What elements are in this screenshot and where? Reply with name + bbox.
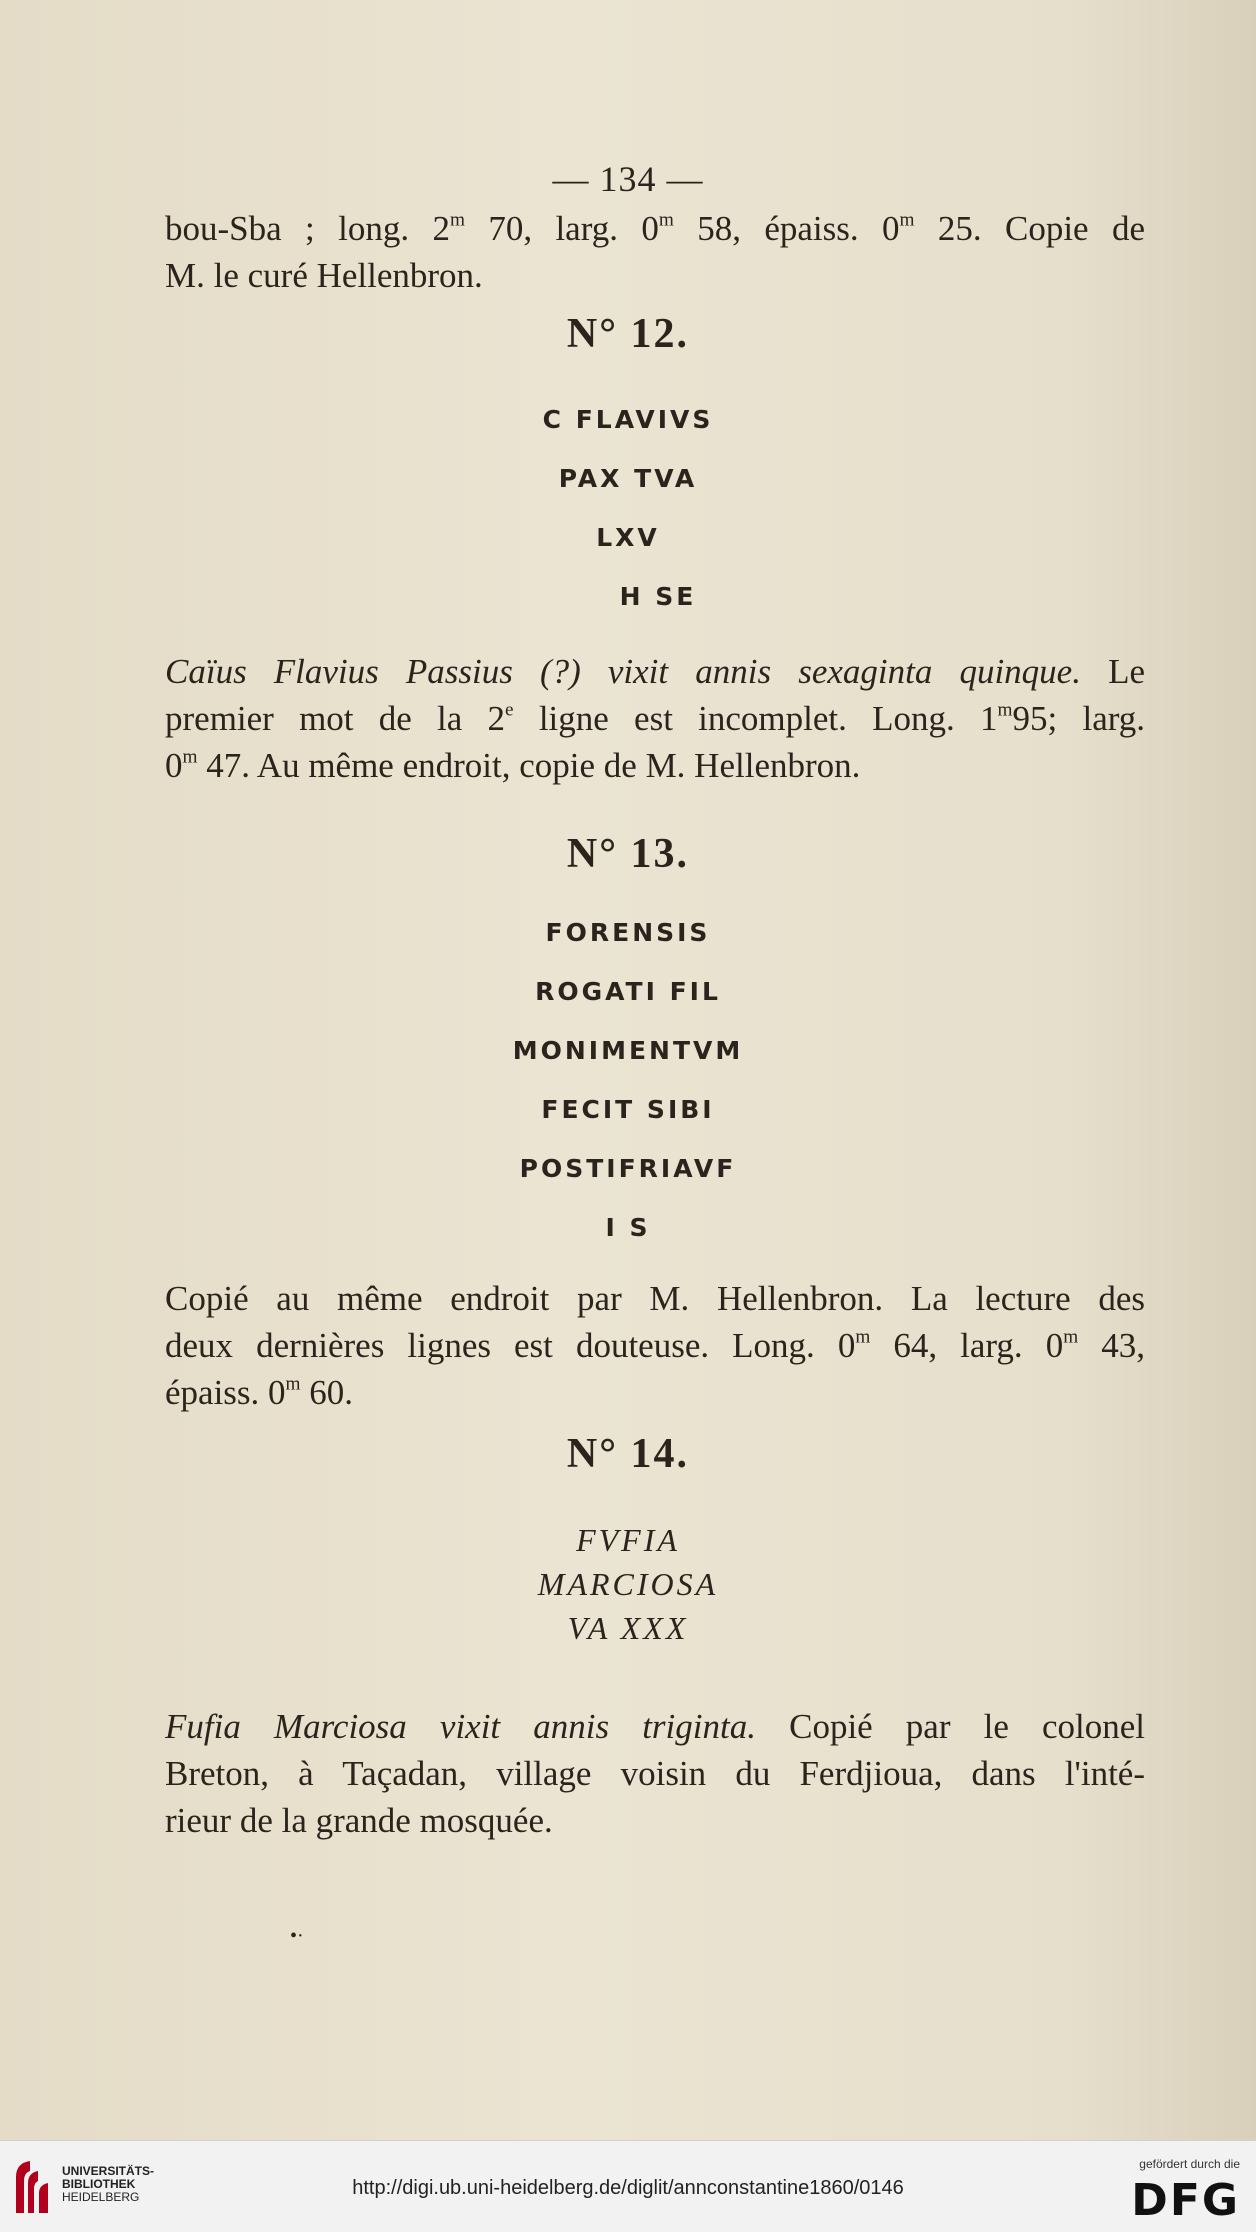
text-line: Fufia Marciosa vixit annis triginta. Copié par le colonel [165, 1707, 1145, 1746]
text-line: premier mot de la 2e ligne est incomplet. Long. 1$^m$95; larg. [165, 699, 1145, 738]
inscription-line: POSTIFRIAVF [519, 1154, 737, 1183]
text-line: rieur de la grande mosquée. [165, 1801, 553, 1840]
page-number: — 134 — [552, 159, 704, 199]
inscription-line: FVFIA [576, 1522, 680, 1558]
text-line: 0$^m$ 47. Au même endroit, copie de M. Hellenbron. [165, 746, 861, 785]
paragraph-intro [165, 205, 1145, 299]
text-line: bou-Sba ; long. 2$^m$ 70, larg. 0$^m$ 58, épaiss. 0$^m$ 25. Copie de [165, 209, 1145, 248]
inscription-line: MONIMENTVM [512, 1036, 744, 1065]
section-heading-no14: N° 14. [566, 1431, 690, 1477]
inscription-line: PAX TVA [558, 464, 698, 493]
text-line: Copié au même endroit par M. Hellenbron. La lecture des [165, 1279, 1145, 1318]
inscription-line: VA XXX [567, 1610, 689, 1646]
paragraph-no13 [165, 1275, 1145, 1416]
text-line: Breton, à Taçadan, village voisin du Ferdjioua, dans l'inté- [165, 1754, 1145, 1793]
inscription-line: LXV [596, 523, 660, 552]
inscription-line: FORENSIS [545, 918, 711, 947]
text-line: épaiss. 0$^m$ 60. [165, 1373, 354, 1412]
library-name: UNIVERSITÄTS- BIBLIOTHEK HEIDELBERG [62, 2164, 155, 2204]
section-heading-no12: N° 12. [566, 311, 690, 357]
inscription-no14 [0, 1518, 1256, 1650]
inscription-line: I S [605, 1213, 651, 1242]
paragraph-no14 [165, 1703, 1145, 1844]
paragraph-no12 [165, 648, 1145, 789]
funding-note: gefördert durch die [1139, 2157, 1240, 2171]
permalink-url[interactable]: http://digi.ub.uni-heidelberg.de/diglit/annconstantine1860/0146 [352, 2177, 904, 2199]
text-line: deux dernières lignes est douteuse. Long. 0$^m$ 64, larg. 0$^m$ 43, [165, 1326, 1145, 1365]
inscription-line: ROGATI FIL [535, 977, 721, 1006]
inscription-line: H SE [619, 582, 697, 611]
inscription-line: FECIT SIBI [541, 1095, 715, 1124]
inscription-line: MARCIOSA [537, 1566, 719, 1602]
ornament-mark: •· [290, 1925, 304, 1947]
inscription-line: C FLAVIVS [542, 405, 714, 434]
section-heading-no13: N° 13. [566, 831, 690, 877]
dfg-logo: DFG [1131, 2175, 1240, 2226]
inscription-no13 [0, 903, 1256, 1257]
viewer-footer [0, 2140, 1256, 2232]
text-line: Caïus Flavius Passius (?) vixit annis sexaginta quinque. Le [165, 652, 1145, 691]
inscription-no12 [0, 390, 1256, 626]
text-line: M. le curé Hellenbron. [165, 256, 483, 295]
